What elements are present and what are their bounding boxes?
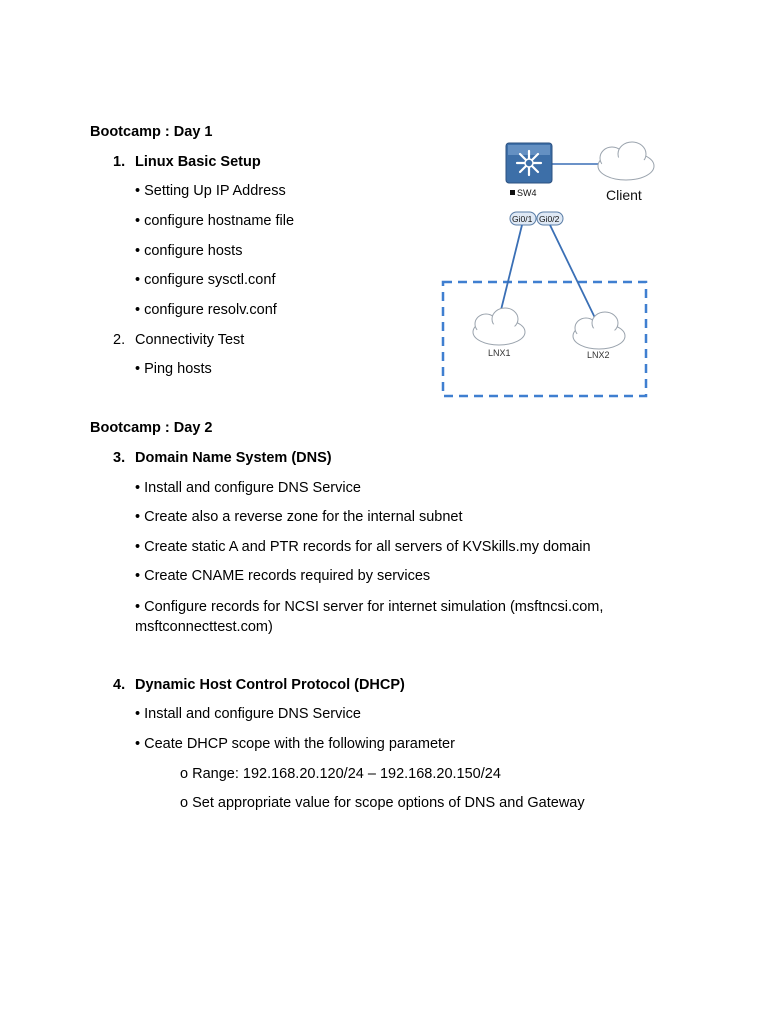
day2-heading: Bootcamp : Day 2 — [90, 420, 213, 436]
port-gi01 — [510, 212, 536, 225]
section3-bullet: • Create static A and PTR records for all servers of KVSkills.my domain — [135, 539, 591, 555]
link-lnx2 — [550, 225, 596, 320]
section4-sub-bullet: o Set appropriate value for scope options of DNS and Gateway — [180, 795, 585, 811]
section1-title: Linux Basic Setup — [135, 154, 261, 170]
section2-title: Connectivity Test — [135, 332, 245, 348]
section4-bullet: • Install and configure DNS Service — [135, 706, 361, 722]
section1-number: 1. — [113, 154, 126, 170]
section3-bullet: • Configure records for NCSI server for internet simulation (msftncsi.com, msftconnecttest.com) — [135, 599, 604, 635]
switch-label: SW4 — [517, 188, 537, 198]
section1-bullet: • Setting Up IP Address — [135, 183, 286, 199]
switch-icon — [506, 143, 552, 183]
link-lnx1 — [500, 225, 522, 314]
section1-bullet: • configure hosts — [135, 243, 243, 259]
svg-text:Gi0/1: Gi0/1 — [512, 214, 533, 224]
network-diagram — [436, 136, 656, 406]
section3-number: 3. — [113, 450, 126, 466]
section1-bullet: • configure sysctl.conf — [135, 272, 276, 288]
section3-bullet: • Install and configure DNS Service — [135, 480, 361, 496]
svg-text:Gi0/2: Gi0/2 — [539, 214, 560, 224]
switch-marker — [510, 190, 515, 195]
lnx1-label: LNX1 — [488, 348, 511, 358]
day1-heading: Bootcamp : Day 1 — [90, 124, 213, 140]
section1-bullet: • configure resolv.conf — [135, 302, 277, 318]
section1-bullet: • configure hostname file — [135, 213, 295, 229]
section3-bullet: • Create CNAME records required by services — [135, 568, 431, 584]
section4-number: 4. — [113, 677, 126, 693]
port-gi02 — [537, 212, 563, 225]
section3-bullet: • Create also a reverse zone for the internal subnet — [135, 509, 463, 525]
section2-number: 2. — [113, 332, 126, 348]
section3-title: Domain Name System (DNS) — [135, 450, 332, 466]
client-label: Client — [606, 187, 642, 203]
section4-bullet: • Ceate DHCP scope with the following parameter — [135, 736, 455, 752]
section2-bullet: • Ping hosts — [135, 361, 212, 377]
section4-sub-bullet: o Range: 192.168.20.120/24 – 192.168.20.150/24 — [180, 766, 501, 782]
section4-title: Dynamic Host Control Protocol (DHCP) — [135, 677, 405, 693]
lnx2-label: LNX2 — [587, 350, 610, 360]
